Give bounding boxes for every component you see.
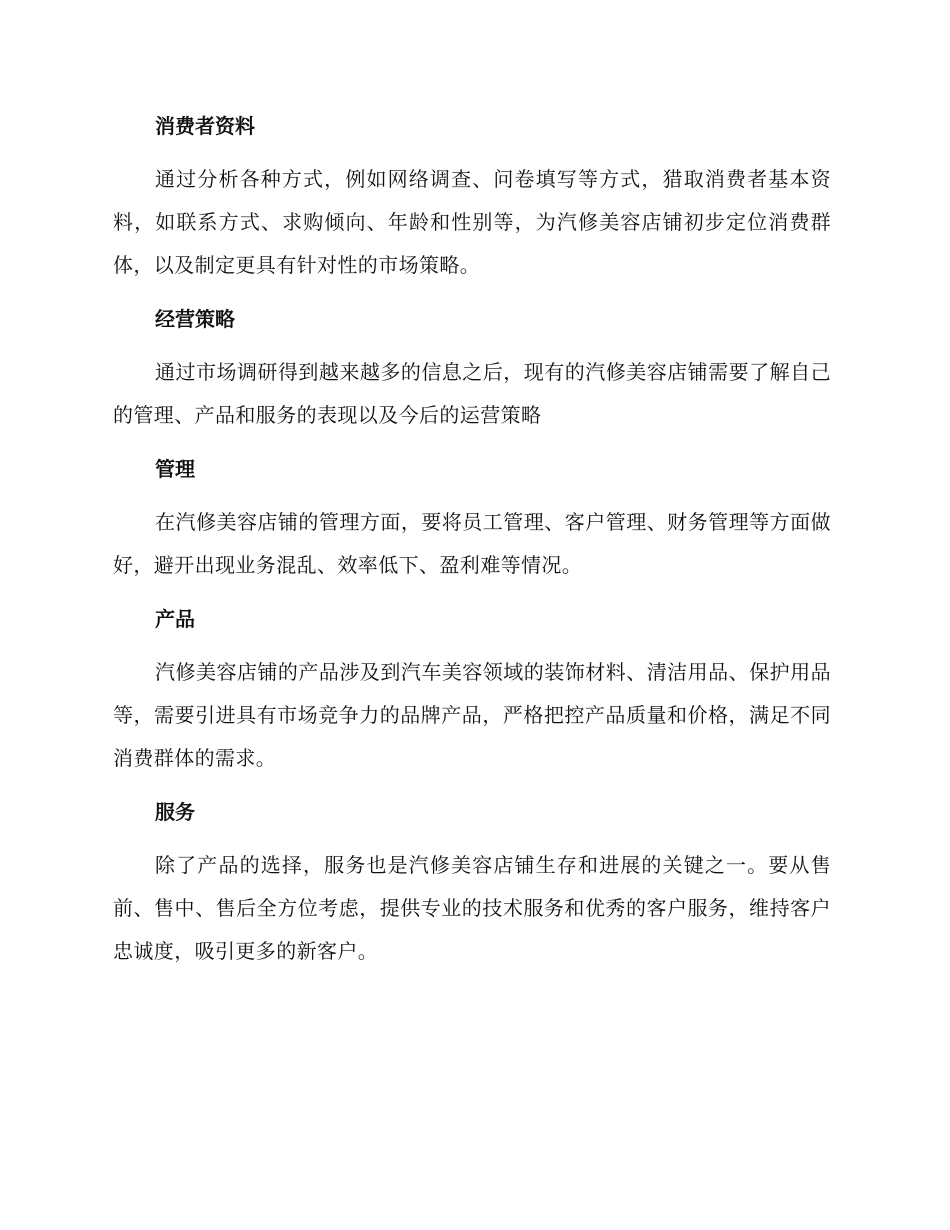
section-consumer-info bbox=[113, 108, 831, 287]
document-body bbox=[113, 108, 831, 987]
section-heading: 经营策略 bbox=[155, 307, 235, 331]
section-paragraph: 汽修美容店铺的产品涉及到汽车美容领域的装饰材料、清洁用品、保护用品等，需要引进具有市场竞争力的品牌产品，严格把控产品质量和价格，满足不同消费群体的需求。 bbox=[113, 660, 831, 770]
section-heading: 产品 bbox=[155, 607, 195, 631]
section-paragraph: 在汽修美容店铺的管理方面，要将员工管理、客户管理、财务管理等方面做好，避开出现业务混乱、效率低下、盈利难等情况。 bbox=[113, 510, 831, 577]
section-paragraph: 除了产品的选择，服务也是汽修美容店铺生存和进展的关键之一。要从售前、售中、售后全方位考虑，提供专业的技术服务和优秀的客户服务，维持客户忠诚度，吸引更多的新客户。 bbox=[113, 853, 831, 963]
section-heading: 消费者资料 bbox=[155, 114, 255, 138]
section-heading: 服务 bbox=[155, 800, 195, 824]
section-paragraph: 通过分析各种方式，例如网络调查、问卷填写等方式，猎取消费者基本资料，如联系方式、求购倾向、年龄和性别等，为汽修美容店铺初步定位消费群体，以及制定更具有针对性的市场策略。 bbox=[113, 167, 831, 277]
section-products bbox=[113, 601, 831, 780]
section-service bbox=[113, 794, 831, 973]
section-business-strategy bbox=[113, 301, 831, 437]
section-heading: 管理 bbox=[155, 457, 195, 481]
section-paragraph: 通过市场调研得到越来越多的信息之后，现有的汽修美容店铺需要了解自己的管理、产品和服务的表现以及今后的运营策略 bbox=[113, 360, 831, 427]
section-management bbox=[113, 451, 831, 587]
